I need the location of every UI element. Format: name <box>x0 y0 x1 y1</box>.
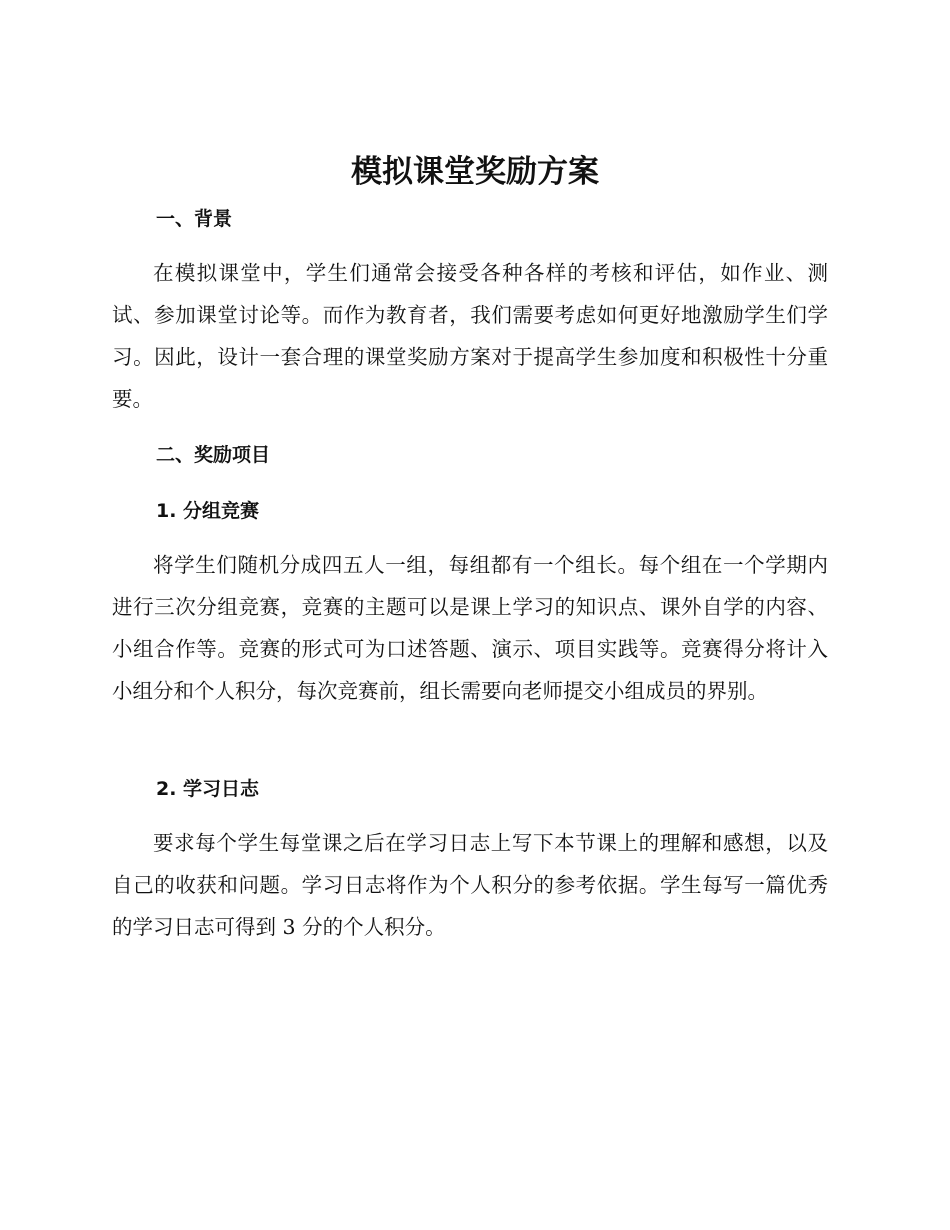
paragraph-learning-journal: 要求每个学生每堂课之后在学习日志上写下本节课上的理解和感想，以及自己的收获和问题。学习日志将作为个人积分的参考依据。学生每写一篇优秀的学习日志可得到 3 分的个人积分。 <box>112 831 828 939</box>
section-heading-background: 一、背景 <box>156 208 233 230</box>
section-heading-reward-items: 二、奖励项目 <box>156 444 271 466</box>
document-title: 模拟课堂奖励方案 <box>351 154 599 190</box>
paragraph-group-competition: 将学生们随机分成四五人一组，每组都有一个组长。每个组在一个学期内进行三次分组竞赛，竞赛的主题可以是课上学习的知识点、课外自学的内容、小组合作等。竞赛的形式可为口述答题、演示、项目实践等。竞赛得分将计入小组分和个人积分，每次竞赛前，组长需要向老师提交小组成员的界别。 <box>112 553 828 703</box>
subheading-learning-journal: 2. 学习日志 <box>156 778 260 800</box>
subheading-group-competition: 1. 分组竞赛 <box>156 500 260 522</box>
paragraph-background: 在模拟课堂中，学生们通常会接受各种各样的考核和评估，如作业、测试、参加课堂讨论等。而作为教育者，我们需要考虑如何更好地激励学生们学习。因此，设计一套合理的课堂奖励方案对于提高学生参加度和积极性十分重要。 <box>112 261 828 411</box>
